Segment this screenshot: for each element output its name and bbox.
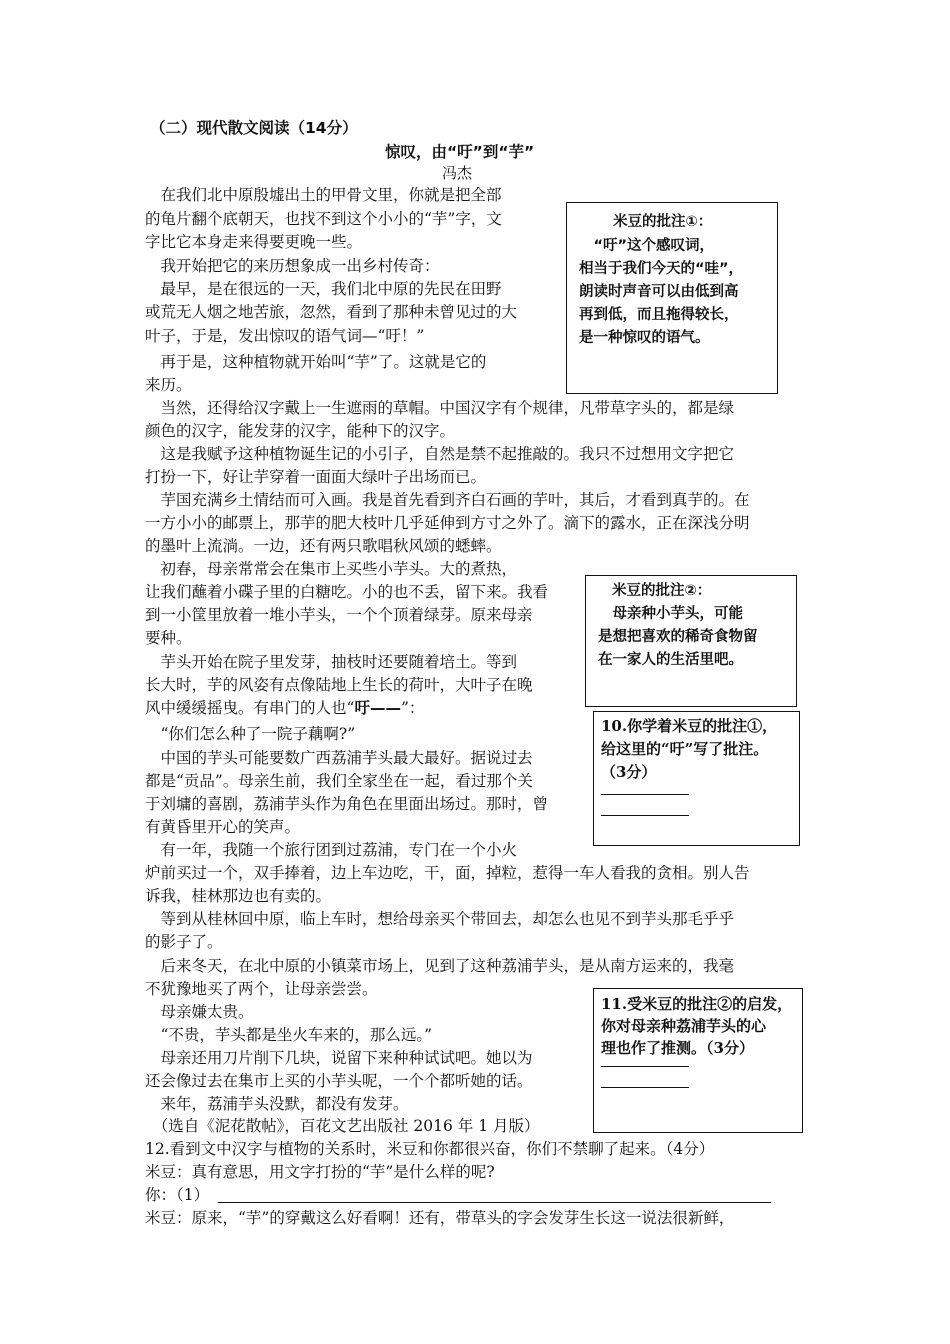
article-line: 字比它本身走来得要更晚一些。 (145, 233, 363, 251)
article-line (145, 698, 424, 718)
dialogue-midou-1: 米豆：真有意思，用文字打扮的“芋”是什么样的呢? (145, 1163, 495, 1181)
article-line: 的龟片翻个底朝天，也找不到这个小小的“芋”字，文 (145, 210, 502, 228)
article-author: 冯杰 (442, 164, 473, 182)
dialogue-you-1-label: 你：（1） (145, 1186, 210, 1204)
article-line: 要种。 (145, 629, 192, 647)
article-line: 打扮一下，好让芋穿着一面面大绿叶子出场而已。 (145, 468, 487, 486)
article-line: 于刘墉的喜剧，荔浦芋头作为角色在里面出场过。那时，曾 (145, 795, 549, 813)
question-line: 10.你学着米豆的批注①， (601, 717, 778, 735)
article-line: 一方小小的邮票上，那芋的肥大枝叶几乎延伸到方寸之外了。滴下的露水，正在深浅分明 (145, 514, 750, 532)
annotation-title: 米豆的批注①： (613, 214, 713, 230)
article-line: 初春，母亲常常会在集市上买些小芋头。大的煮热， (145, 560, 518, 578)
emphasis-xu: 吁—— (354, 699, 401, 717)
annotation-box-2 (585, 575, 797, 707)
question-line: 你对母亲种荔浦芋头的心 (601, 1017, 767, 1035)
article-line: 叶子，于是，发出惊叹的语气词—“吁！” (145, 327, 425, 345)
annotation-line: 是想把喜欢的稀奇食物留 (598, 629, 758, 645)
annotation-line: 在一家人的生活里吧。 (598, 652, 743, 668)
article-line: 不犹豫地买了两个，让母亲尝尝。 (145, 980, 378, 998)
answer-blank[interactable] (601, 1066, 689, 1067)
annotation-line: 相当于我们今天的“哇”， (579, 261, 744, 277)
article-line: 最早，是在很远的一天，我们北中原的先民在田野 (145, 280, 502, 298)
emphasis-tail: ”： (400, 699, 425, 717)
article-line: 有黄昏里开心的笑声。 (145, 818, 301, 836)
answer-blank[interactable] (601, 1087, 689, 1088)
article-line: 后来冬天，在北中原的小镇菜市场上，见到了这种荔浦芋头，是从南方运来的，我毫 (145, 957, 735, 975)
article-line: 来历。 (145, 376, 192, 394)
article-line: 等到从桂林回中原，临上车时，想给母亲买个带回去，却怎么也见不到芋头那毛乎乎 (145, 910, 735, 928)
article-line: 都是“贡品”。母亲生前，我们全家坐在一起，看过那个关 (145, 772, 533, 790)
article-line: 长大时，芋的风姿有点像陆地上生长的荷叶，大叶子在晚 (145, 676, 533, 694)
article-line: 的墨叶上流淌。一边，还有两只歌唱秋风颂的蟋蟀。 (145, 537, 502, 555)
article-line: 我开始把它的来历想象成一出乡村传奇： (145, 257, 440, 275)
answer-blank-12-1[interactable] (218, 1202, 771, 1203)
article-title: 惊叹，由“吁”到“芋” (385, 143, 535, 161)
article-line: 诉我，桂林那边也有卖的。 (145, 887, 332, 905)
question-line: （3分） (601, 763, 657, 781)
annotation-title: 米豆的批注②： (612, 583, 712, 599)
annotation-line: 朗读时声音可以由低到高 (579, 284, 739, 300)
article-line: 或荒无人烟之地苦旅，忽然，看到了那种未曾见过的大 (145, 303, 518, 321)
article-line: 当然，还得给汉字戴上一生遮雨的草帽。中国汉字有个规律，凡带草字头的，都是绿 (145, 399, 735, 417)
article-line: 母亲嫌太贵。 (145, 1003, 254, 1021)
question-11-box (593, 988, 803, 1133)
question-line: 给这里的“吁”写了批注。 (601, 740, 769, 758)
article-line: 让我们蘸着小碟子里的白糖吃。小的也不丢，留下来。我看 (145, 583, 549, 601)
article-line: 再于是，这种植物就开始叫“芋”了。这就是它的 (145, 353, 487, 371)
article-line: 这是我赋予这种植物诞生记的小引子，自然是禁不起推敲的。我只不过想用文字把它 (145, 445, 735, 463)
article-line: （选自《泥花散帖》，百花文艺出版社 2016 年 1 月版） (145, 1117, 540, 1135)
article-line-text: 风中缓缓摇曳。有串门的人也“ (145, 699, 355, 717)
article-line: 颜色的汉字，能发芽的汉字，能种下的汉字。 (145, 422, 456, 440)
answer-blank[interactable] (601, 794, 689, 795)
article-line: “不贵，芋头都是坐火车来的，那么远。” (145, 1026, 433, 1044)
article-line: 来年，荔浦芋头没默，都没有发芽。 (145, 1095, 409, 1113)
article-line: 芋头开始在院子里发芽，抽枝时还要随着培土。等到 (145, 653, 518, 671)
annotation-line: 是一种惊叹的语气。 (579, 330, 710, 346)
article-line: 在我们北中原殷墟出土的甲骨文里，你就是把全部 (145, 186, 502, 204)
annotation-line: “吁”这个感叹词， (579, 238, 715, 254)
article-line: 到一小筐里放着一堆小芋头，一个个顶着绿芽。原来母亲 (145, 606, 533, 624)
section-title: （二）现代散文阅读（14分） (150, 119, 358, 137)
answer-blank[interactable] (601, 815, 689, 816)
question-line: 理也作了推测。（3分） (601, 1039, 754, 1057)
dialogue-midou-2: 米豆：原来，“芋”的穿戴这么好看啊！还有，带草头的字会发芽生长这一说法很新鲜， (145, 1209, 735, 1227)
article-line: 有一年，我随一个旅行团到过荔浦，专门在一个小火 (145, 841, 518, 859)
article-line: 的影子了。 (145, 933, 223, 951)
article-line: 还会像过去在集市上买的小芋头呢，一个个都听她的话。 (145, 1072, 533, 1090)
annotation-line: 再到低，而且拖得较长， (579, 307, 739, 323)
annotation-box-1 (566, 202, 778, 394)
article-line: 母亲还用刀片削下几块，说留下来种种试试吧。她以为 (145, 1049, 533, 1067)
article-line: 中国的芋头可能要数广西荔浦芋头最大最好。据说过去 (145, 749, 533, 767)
article-line: “你们怎么种了一院子藕啊?” (145, 725, 356, 743)
article-line: 炉前买过一个，双手捧着，边上车边吃，干，面，掉粒，惹得一车人看我的贪相。别人告 (145, 864, 750, 882)
article-line: 芋国充满乡土情结而可入画。我是首先看到齐白石画的芋叶，其后，才看到真芋的。在 (145, 491, 750, 509)
annotation-line: 母亲种小芋头，可能 (598, 606, 743, 622)
question-12-prompt: 12.看到文中汉字与植物的关系时，米豆和你都很兴奋，你们不禁聊了起来。（4分） (145, 1140, 715, 1158)
question-line: 11.受米豆的批注②的启发， (601, 995, 793, 1013)
question-10-box (593, 711, 800, 846)
